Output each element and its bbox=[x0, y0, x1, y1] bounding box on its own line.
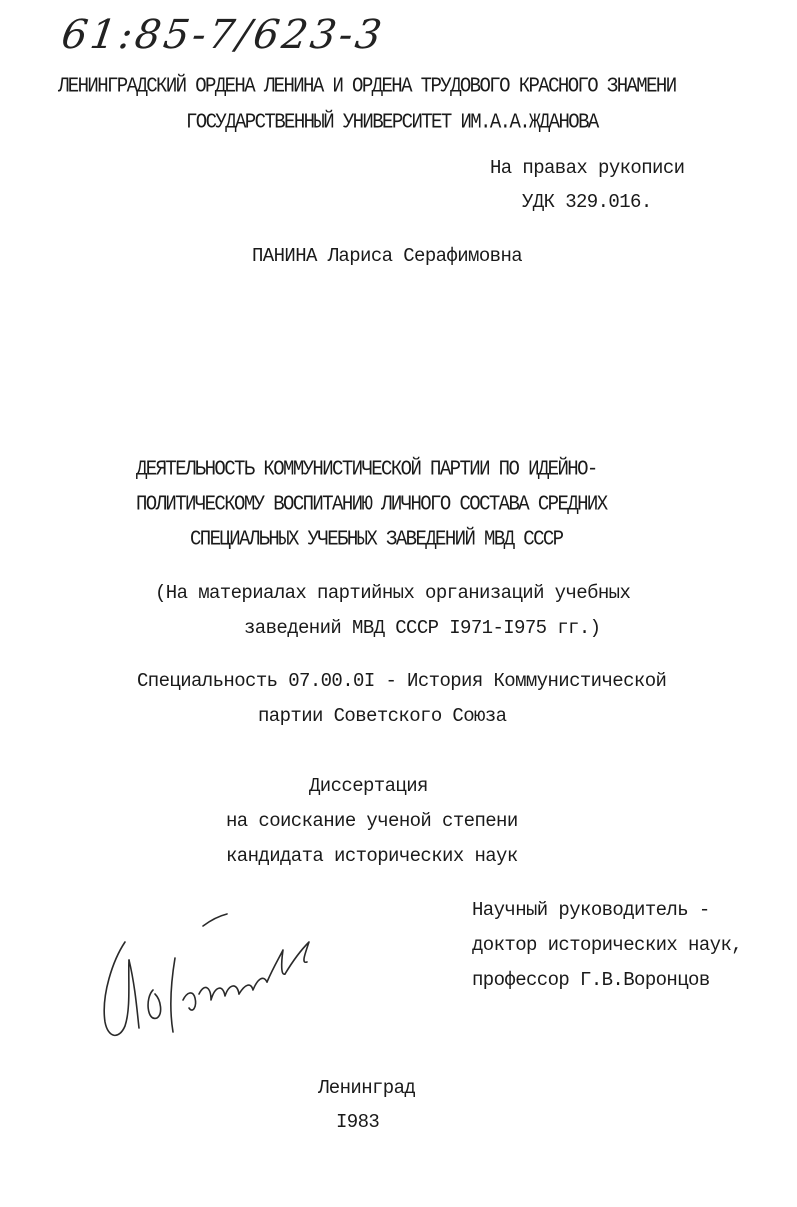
title-line-1: ДЕЯТЕЛЬНОСТЬ КОММУНИСТИЧЕСКОЙ ПАРТИИ ПО ИДЕЙНО- bbox=[136, 456, 597, 482]
dissertation-label: Диссертация bbox=[309, 775, 428, 797]
institution-line-2: ГОСУДАРСТВЕННЫЙ УНИВЕРСИТЕТ ИМ.А.А.ЖДАНОВА bbox=[186, 109, 598, 135]
footer-year: I983 bbox=[336, 1111, 380, 1133]
udk-code: УДК 329.016. bbox=[522, 191, 652, 213]
rights-label: На правах рукописи bbox=[490, 157, 685, 179]
dissertation-degree-line: на соискание ученой степени bbox=[226, 810, 518, 832]
supervisor-line-2: доктор исторических наук, bbox=[472, 934, 743, 956]
author-name: ПАНИНА Лариса Серафимовна bbox=[252, 245, 523, 267]
title-line-2: ПОЛИТИЧЕСКОМУ ВОСПИТАНИЮ ЛИЧНОГО СОСТАВА СРЕДНИХ bbox=[136, 491, 607, 517]
specialty-line-1: Специальность 07.00.0I - История Коммунистической bbox=[137, 670, 667, 692]
specialty-line-2: партии Советского Союза bbox=[258, 705, 507, 727]
footer-city: Ленинград bbox=[318, 1077, 416, 1099]
subtitle-line-2: заведений МВД СССР I971-I975 гг.) bbox=[244, 617, 601, 639]
subtitle-line-1: (На материалах партийных организаций учебных bbox=[155, 582, 631, 604]
archive-code: 61:85-7/623-3 bbox=[58, 12, 388, 58]
supervisor-line-3: профессор Г.В.Воронцов bbox=[472, 969, 710, 991]
institution-line-1: ЛЕНИНГРАДСКИЙ ОРДЕНА ЛЕНИНА И ОРДЕНА ТРУДОВОГО КРАСНОГО ЗНАМЕНИ bbox=[58, 73, 676, 99]
supervisor-line-1: Научный руководитель - bbox=[472, 899, 710, 921]
title-line-3: СПЕЦИАЛЬНЫХ УЧЕБНЫХ ЗАВЕДЕНИЙ МВД СССР bbox=[190, 526, 563, 552]
signature bbox=[95, 890, 325, 1050]
dissertation-field-line: кандидата исторических наук bbox=[226, 845, 518, 867]
